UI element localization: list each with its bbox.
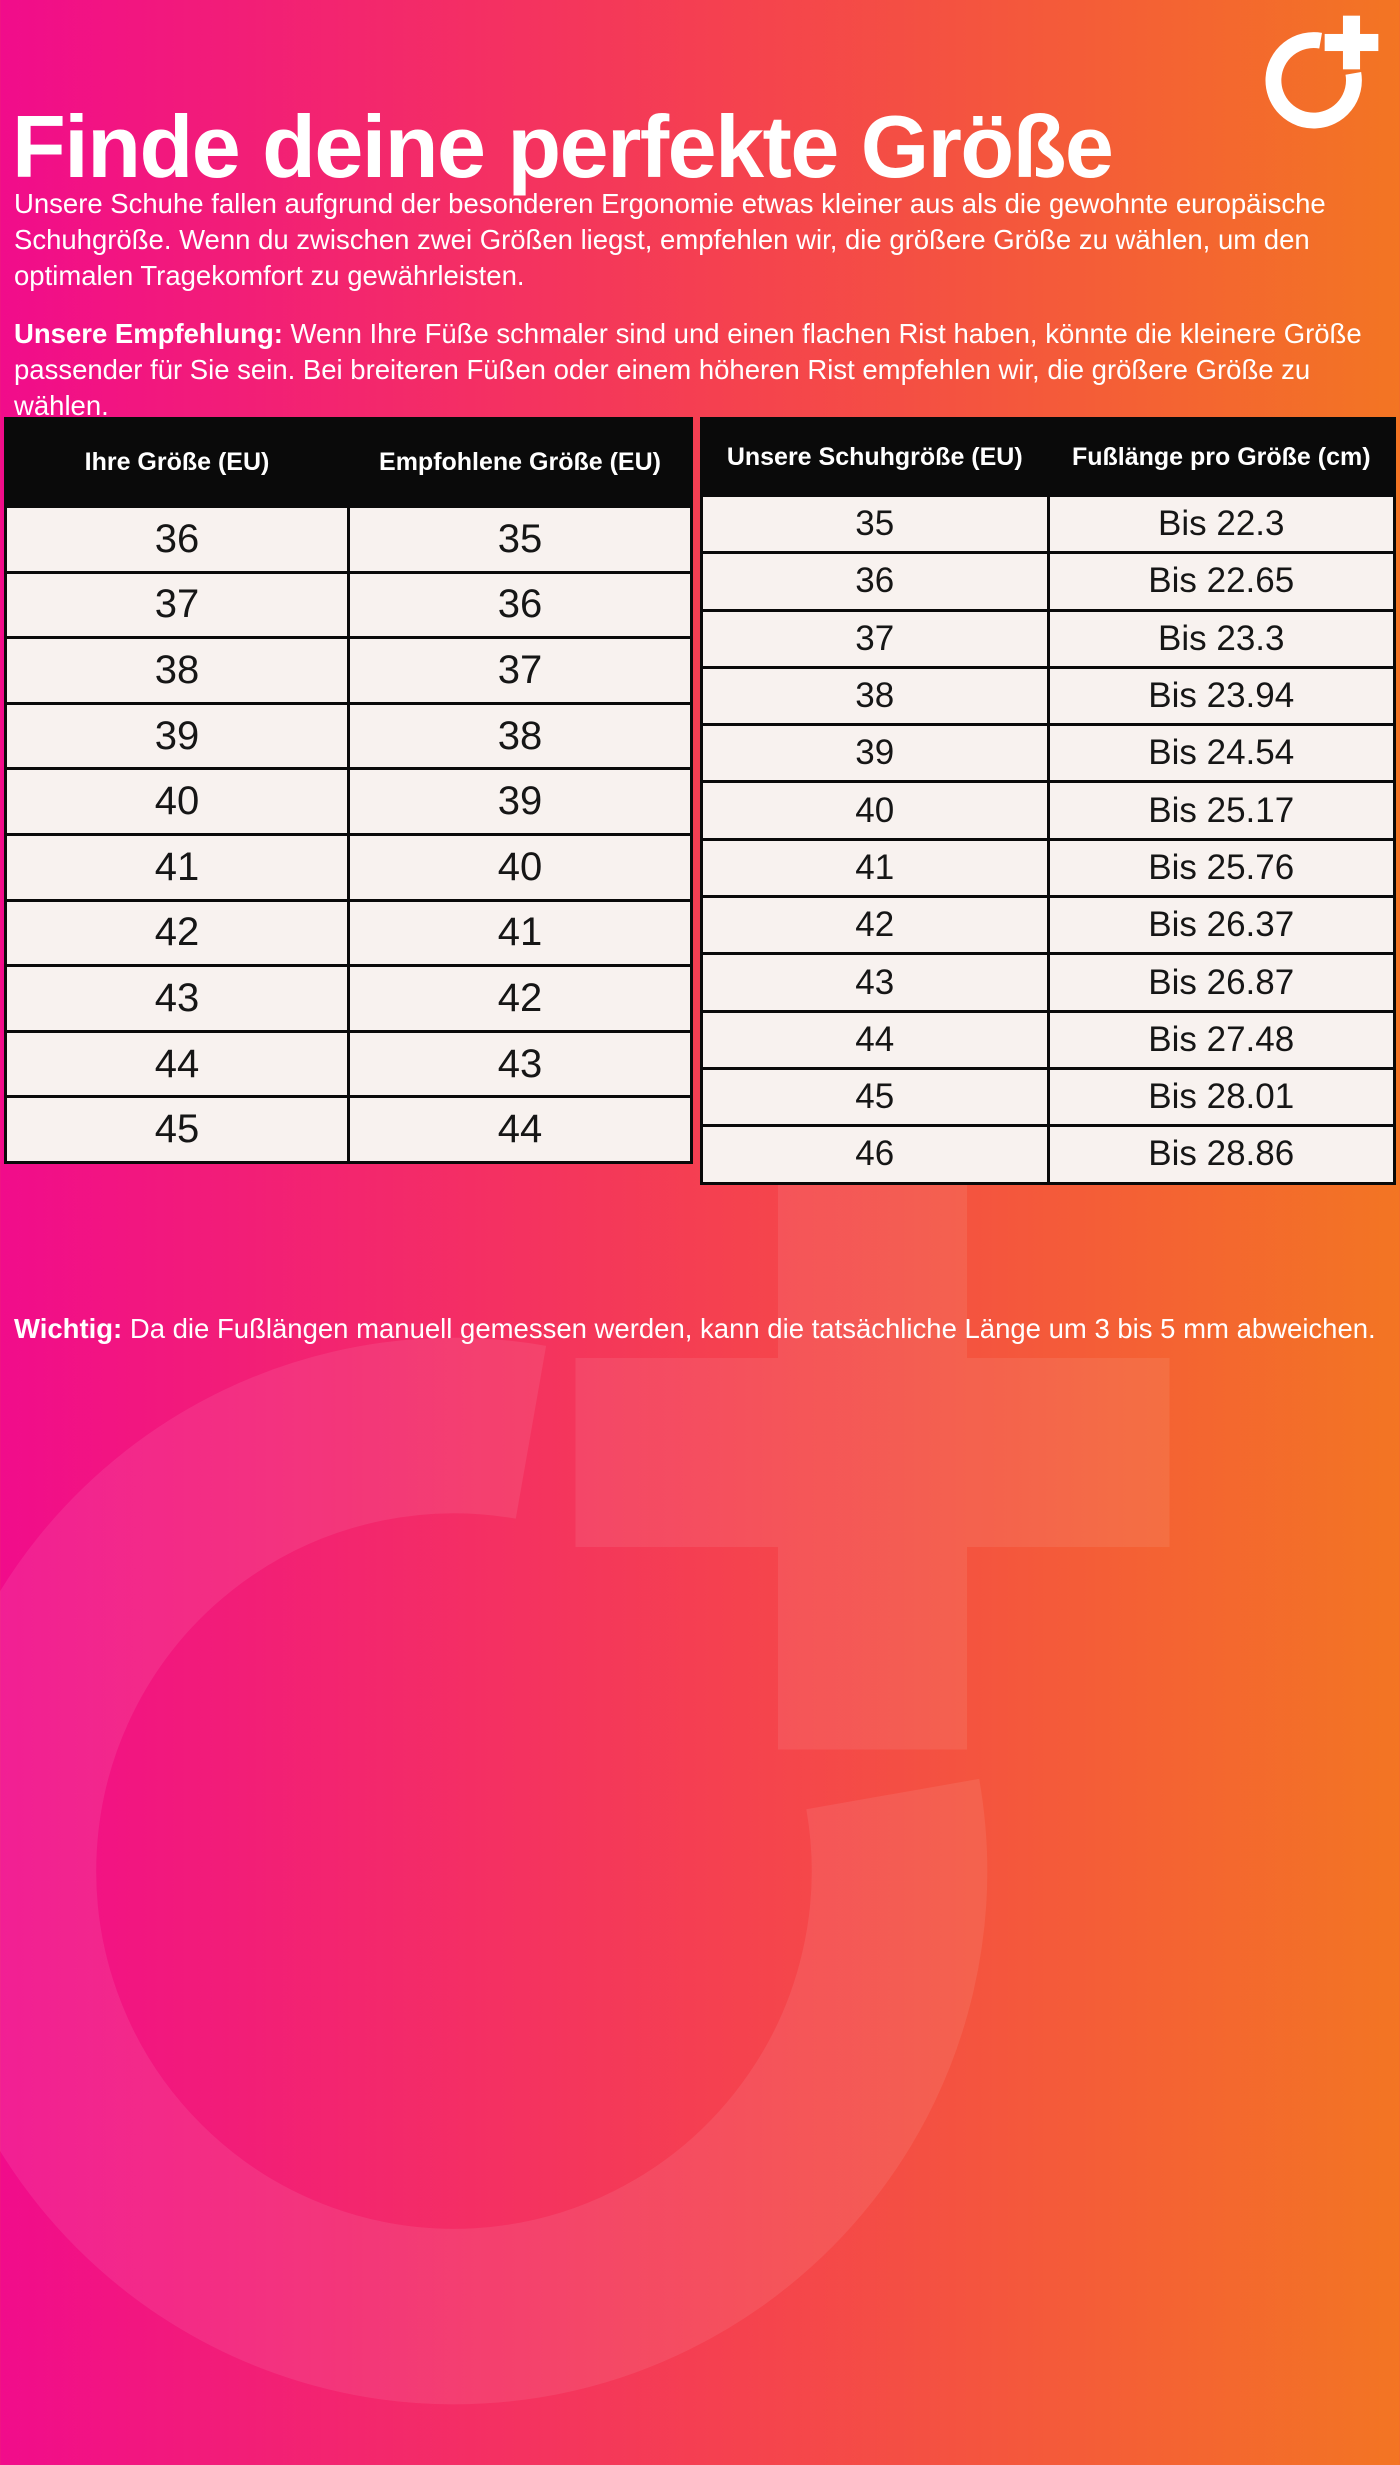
table-cell: Bis 26.37	[1050, 898, 1394, 952]
table-cell: Bis 27.48	[1050, 1013, 1394, 1067]
size-conversion-table	[4, 417, 693, 1164]
table-cell: 36	[703, 554, 1047, 608]
table-cell: 38	[7, 639, 347, 702]
circle-plus-logo-icon	[1260, 12, 1382, 134]
table-cell: 41	[7, 836, 347, 899]
table-cell: 37	[350, 639, 690, 702]
table-cell: Bis 25.17	[1050, 783, 1394, 837]
recommendation-text: Wenn Ihre Füße schmaler sind und einen flachen Rist haben, könnte die kleinere Größe passender für Sie sein. Bei breiteren Füßen oder einem höheren Rist empfehlen wir, die größere Größe zu wählen.	[14, 317, 1362, 421]
table-cell: 40	[350, 836, 690, 899]
table-cell: 46	[703, 1127, 1047, 1181]
table-cell: 42	[350, 967, 690, 1030]
table-cell: 45	[7, 1098, 347, 1161]
column-header-recommended-size: Empfohlene Größe (EU)	[350, 420, 690, 505]
important-note	[14, 1310, 1386, 1347]
table-cell: 39	[7, 705, 347, 768]
foot-length-table	[700, 417, 1396, 1185]
table-cell: 42	[703, 898, 1047, 952]
table-cell: 36	[7, 508, 347, 571]
table-cell: 44	[350, 1098, 690, 1161]
recommendation-label: Unsere Empfehlung:	[14, 317, 283, 349]
table-cell: 38	[350, 705, 690, 768]
table-cell: 37	[703, 612, 1047, 666]
table-cell: 37	[7, 574, 347, 637]
table-cell: 40	[7, 770, 347, 833]
table-cell: Bis 28.01	[1050, 1070, 1394, 1124]
table-cell: 44	[7, 1033, 347, 1096]
table-cell: 43	[7, 967, 347, 1030]
table-cell: 41	[703, 841, 1047, 895]
page-title: Finde deine perfekte Größe	[12, 96, 1113, 196]
table-cell: 43	[350, 1033, 690, 1096]
table-cell: Bis 23.94	[1050, 669, 1394, 723]
table-cell: 36	[350, 574, 690, 637]
table-cell: Bis 24.54	[1050, 726, 1394, 780]
table-cell: Bis 22.65	[1050, 554, 1394, 608]
table-cell: 35	[350, 508, 690, 571]
table-cell: Bis 22.3	[1050, 497, 1394, 551]
table-cell: 41	[350, 902, 690, 965]
table-cell: 43	[703, 955, 1047, 1009]
table-cell: Bis 26.87	[1050, 955, 1394, 1009]
table-cell: 40	[703, 783, 1047, 837]
intro-paragraph: Unsere Schuhe fallen aufgrund der besonderen Ergonomie etwas kleiner aus als die gewohnte europäische Schuhgröße. Wenn du zwischen zwei Größen liegst, empfehlen wir, die größere Größe zu wählen, um den optimalen Tragekomfort zu gewährleisten.	[14, 187, 1326, 291]
important-text: Da die Fußlängen manuell gemessen werden, kann die tatsächliche Länge um 3 bis 5 mm abweichen.	[122, 1312, 1376, 1344]
column-header-your-size: Ihre Größe (EU)	[7, 420, 347, 505]
table-cell: Bis 23.3	[1050, 612, 1394, 666]
recommendation-paragraph	[14, 316, 1386, 424]
column-header-foot-length: Fußlänge pro Größe (cm)	[1050, 420, 1394, 494]
table-cell: Bis 25.76	[1050, 841, 1394, 895]
table-cell: Bis 28.86	[1050, 1127, 1394, 1181]
table-cell: 38	[703, 669, 1047, 723]
table-cell: 42	[7, 902, 347, 965]
table-cell: 35	[703, 497, 1047, 551]
table-cell: 39	[350, 770, 690, 833]
table-cell: 44	[703, 1013, 1047, 1067]
column-header-our-shoe-size: Unsere Schuhgröße (EU)	[703, 420, 1047, 494]
important-label: Wichtig:	[14, 1312, 123, 1344]
table-cell: 39	[703, 726, 1047, 780]
table-cell: 45	[703, 1070, 1047, 1124]
